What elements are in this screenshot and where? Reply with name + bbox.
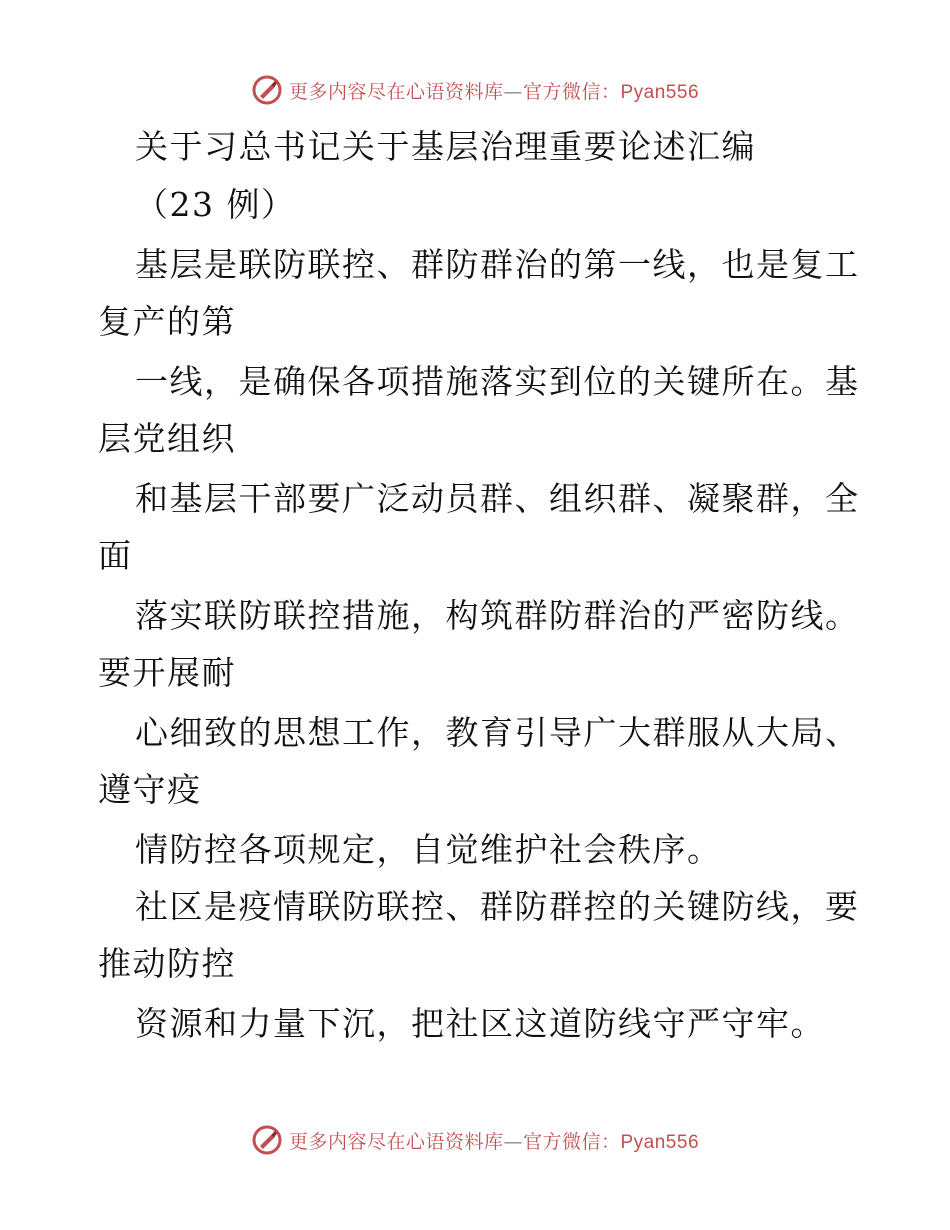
paragraph-line: 推动防控	[98, 944, 236, 983]
watermark-text	[289, 77, 699, 104]
paragraph-line: 心细致的思想工作，教育引导广大群服从大局、	[135, 713, 860, 752]
document-subtitle: （23 例）	[135, 185, 296, 224]
footer-watermark	[0, 1120, 950, 1160]
paragraph-line: 情防控各项规定，自觉维护社会秩序。	[135, 830, 722, 869]
watermark-wechat-label: 官方微信：	[522, 80, 621, 103]
paragraph-line: 和基层干部要广泛动员群、组织群、凝聚群，全	[135, 479, 860, 518]
paragraph-line: 复产的第	[98, 302, 236, 341]
paragraph-line: 面	[98, 536, 133, 575]
watermark-wechat-handle: Pyan556	[620, 1131, 700, 1153]
watermark-wechat-handle: Pyan556	[620, 81, 700, 103]
paragraph-line: 资源和力量下沉，把社区这道防线守严守牢。	[135, 1004, 825, 1043]
pen-logo-icon	[251, 1124, 283, 1156]
paragraph-line: 基层是联防联控、群防群治的第一线，也是复工	[135, 245, 860, 284]
paragraph-line: 层党组织	[98, 419, 236, 458]
paragraph-line: 要开展耐	[98, 653, 236, 692]
watermark-brand: 更多内容尽在心语资料库	[288, 1130, 504, 1153]
watermark-wechat-label: 官方微信：	[522, 1130, 621, 1153]
watermark-separator: —	[503, 1130, 523, 1153]
paragraph-line: 遵守疫	[98, 770, 202, 809]
paragraph-line: 一线，是确保各项措施落实到位的关键所在。基	[135, 362, 860, 401]
watermark-separator: —	[503, 80, 523, 103]
paragraph-line: 落实联防联控措施，构筑群防群治的严密防线。	[135, 596, 860, 635]
watermark-brand: 更多内容尽在心语资料库	[288, 80, 504, 103]
paragraph-line: 社区是疫情联防联控、群防群控的关键防线，要	[135, 887, 860, 926]
header-watermark	[0, 70, 950, 110]
pen-logo-icon	[251, 74, 283, 106]
watermark-text	[289, 1127, 699, 1154]
document-title: 关于习总书记关于基层治理重要论述汇编	[135, 127, 756, 166]
